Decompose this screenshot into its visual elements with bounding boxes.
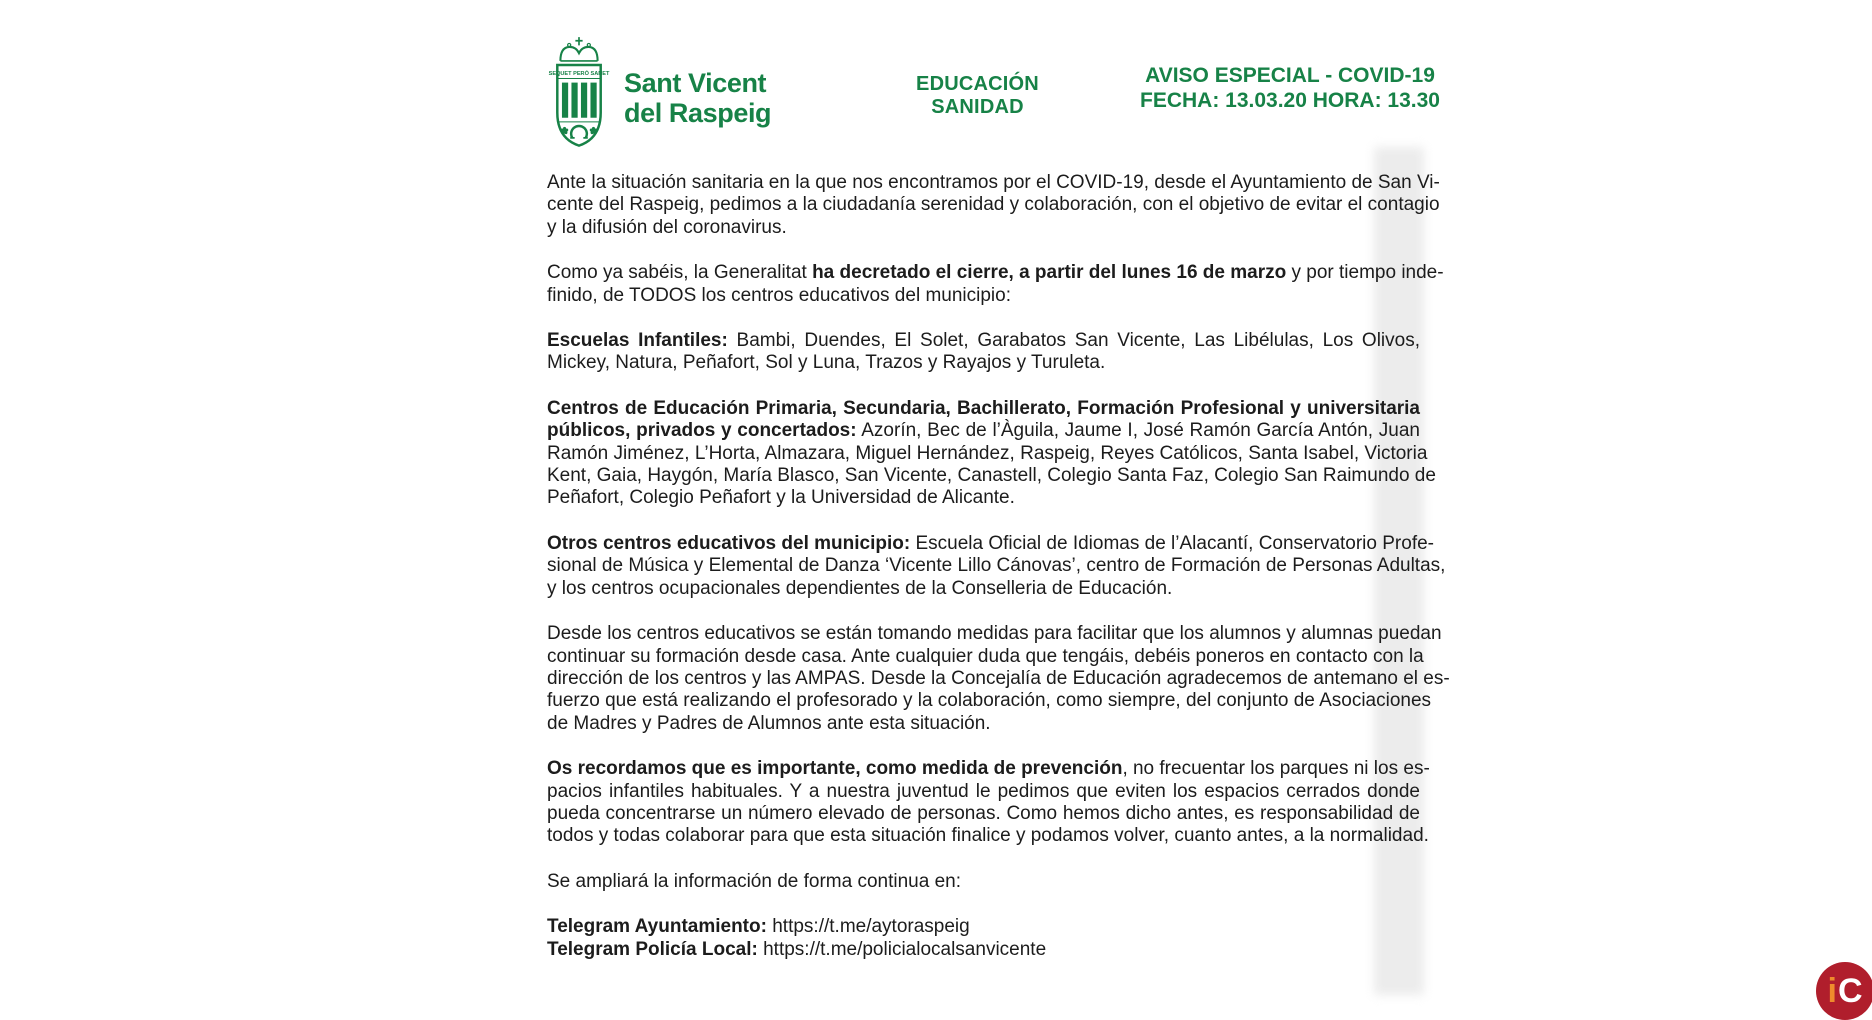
text-line: Desde los centros educativos se están tomando medidas para facilitar que los alumnos y alumnas puedan (547, 623, 1442, 645)
text-line: sional de Música y Elemental de Danza ‘Vicente Lillo Cánovas’, centro de Formación de Personas Adultas, (547, 555, 1446, 577)
paragraph-prevencion (547, 758, 1430, 848)
coat-of-arms-icon (548, 36, 610, 154)
text-line: y la difusión del coronavirus. (547, 216, 787, 238)
department-line1: EDUCACIÓN (916, 73, 1039, 95)
text-line: Os recordamos que es importante, como medida de prevención, no frecuentar los parques ni los es- (547, 758, 1430, 780)
notice-title: AVISO ESPECIAL - COVID-19 (1145, 64, 1435, 87)
wordmark (624, 68, 771, 128)
paragraph-escuelas-infantiles (547, 330, 1420, 375)
text-line: continuar su formación desde casa. Ante cualquier duda que tengáis, debéis poneros en contacto con la (547, 645, 1424, 667)
notice-heading (1122, 63, 1458, 113)
text-line: dirección de los centros y las AMPAS. Desde la Concejalía de Educación agradecemos de antemano el es- (547, 667, 1450, 689)
text-line: Peñafort, Colegio Peñafort y la Universidad de Alicante. (547, 487, 1015, 509)
document-body (547, 172, 1450, 984)
text-line: fuerzo que está realizando el profesorado y la colaboración, como siempre, del conjunto de Asociaciones (547, 690, 1432, 712)
wordmark-line2: del Raspeig (624, 98, 772, 128)
text-line: Mickey, Natura, Peñafort, Sol y Luna, Trazos y Rayajos y Turuleta. (547, 352, 1106, 374)
ic-watermark-logo (1816, 962, 1872, 1020)
text-line: Como ya sabéis, la Generalitat ha decretado el cierre, a partir del lunes 16 de marzo y por tiempo inde- (547, 262, 1444, 284)
motto-text: SEQUET PERÒ SANET (548, 70, 610, 77)
paragraph-cierre (547, 262, 1444, 307)
text-line: Otros centros educativos del municipio: Escuela Oficial de Idiomas de l’Alacantí, Conservatorio Profe- (547, 532, 1434, 554)
paragraph-telegram (547, 916, 1420, 961)
text-line: pacios infantiles habituales. Y a nuestra juventud le pedimos que eviten los espacios cerrados donde (547, 780, 1420, 802)
department-heading (880, 73, 1075, 119)
text-line: públicos, privados y concertados: Azorín, Bec de l’Àguila, Jaume I, José Ramón García Antón, Juan (547, 420, 1420, 442)
paragraph-medidas-centros (547, 623, 1450, 735)
text-line: Telegram Policía Local: https://t.me/policialocalsanvicente (547, 938, 1047, 960)
text-line: finido, de TODOS los centros educativos del municipio: (547, 284, 1011, 306)
flower-left-icon (561, 127, 568, 134)
text-line: Se ampliará la información de forma continua en: (547, 870, 962, 892)
text-line: Escuelas Infantiles: Bambi, Duendes, El Solet, Garabatos San Vicente, Las Libélulas, Los Olivos, (547, 330, 1421, 352)
text-line: cente del Raspeig, pedimos a la ciudadanía serenidad y colaboración, con el objetivo de evitar el contagio (547, 194, 1440, 216)
watermark-letter-c: C (1837, 972, 1863, 1010)
wordmark-line1: Sant Vicent (624, 68, 767, 98)
watermark-letter-i: i (1827, 972, 1837, 1010)
text-line: pueda concentrarse un número elevado de personas. Como hemos dicho antes, es responsabilidad de (547, 802, 1420, 824)
paragraph-otros-centros (547, 532, 1446, 600)
paragraph-ampliacion (547, 871, 1420, 893)
paragraph-intro (547, 172, 1440, 239)
paragraph-centros-educacion (547, 397, 1436, 510)
text-line: de Madres y Padres de Alumnos ante esta situación. (547, 712, 991, 734)
text-line: Telegram Ayuntamiento: https://t.me/aytoraspeig (547, 916, 970, 938)
flower-right-icon (590, 127, 597, 134)
text-line: todos y todas colaborar para que esta situación finalice y podamos volver, cuanto antes, a la normalidad. (547, 825, 1429, 847)
text-line: Kent, Gaia, Haygón, María Blasco, San Vicente, Canastell, Colegio Santa Faz, Colegio San Raimundo de (547, 465, 1436, 487)
text-line: Centros de Educación Primaria, Secundaria, Bachillerato, Formación Profesional y universitaria (547, 397, 1420, 419)
text-line: y los centros ocupacionales dependientes de la Conselleria de Educación. (547, 577, 1173, 599)
text-line: Ramón Jiménez, L’Horta, Almazara, Miguel Hernández, Raspeig, Reyes Católicos, Santa Isabel, Victoria (547, 442, 1428, 464)
department-line2: SANIDAD (931, 96, 1024, 118)
notice-date-time: FECHA: 13.03.20 HORA: 13.30 (1140, 89, 1440, 112)
text-line: Ante la situación sanitaria en la que nos encontramos por el COVID-19, desde el Ayuntamiento de San Vi- (547, 172, 1440, 193)
